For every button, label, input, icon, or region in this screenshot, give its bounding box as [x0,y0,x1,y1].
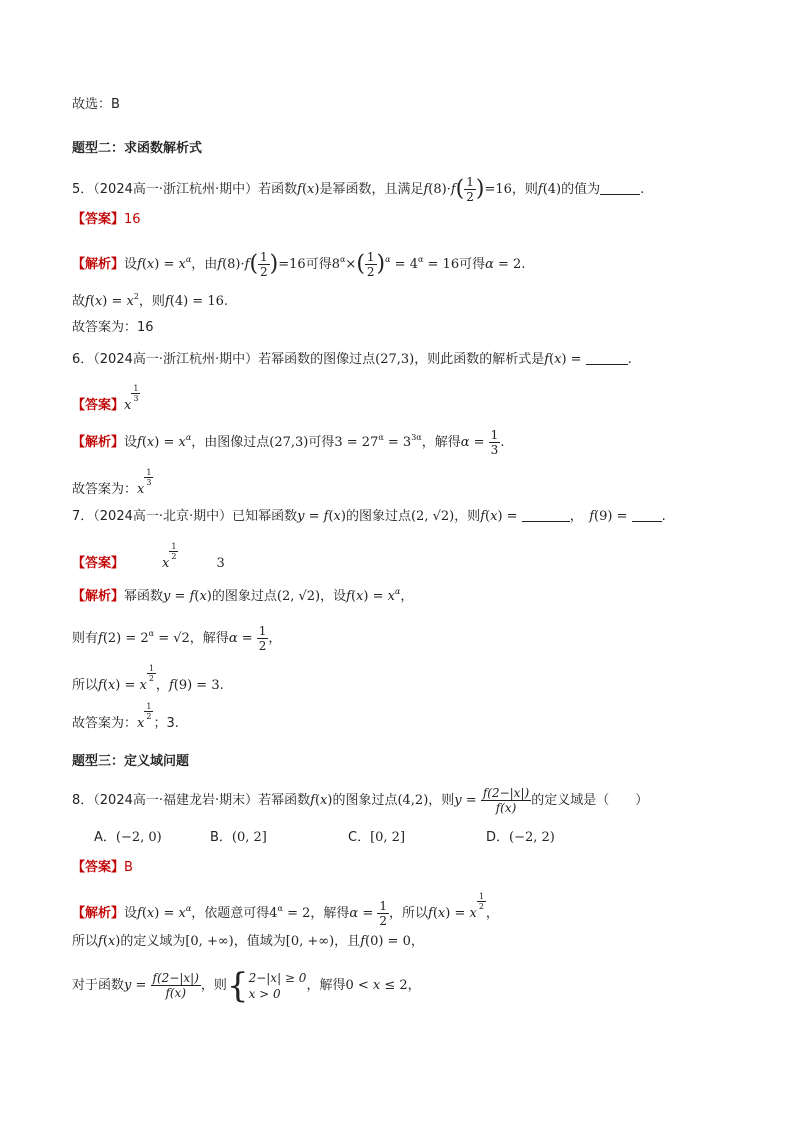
q8-answer-label: 【答案】 [72,860,125,875]
q6-analysis-text: ，解得 [421,435,461,450]
q6-analysis-text: 设 [124,435,138,450]
q8-analysis-text: 的定义域为 [120,934,186,949]
q5-mid1: 是幂函数，且满足 [319,182,424,197]
section-title-2: 题型二：求函数解析式 [72,141,203,156]
q5-analysis-text: 可得 [459,257,486,272]
q8-mid1: 的图象过点 [332,793,398,808]
q8-option-c[interactable] [348,828,405,848]
option-value: (0, 2] [231,830,267,845]
q7-final: 故答案为：x $\frac{1}{2}$ ；3. [72,702,179,731]
q6-mid: ，则此函数的解析式是 [414,352,545,367]
q5-prefix: 5．（2024高一·浙江杭州·期中）若函数 [72,182,298,197]
q8-analysis-text: ，所以 [389,906,429,921]
previous-answer-select: 故选：B [72,97,120,112]
q8-analysis-text: 对于函数 [72,978,125,993]
question-8: 8．（2024高一·福建龙岩·期末）若幂函数f(x)的图象过点(4,2)，则y = $\frac{f(2-|x|)}{f(x)}$ 的定义域是（ ） [72,786,649,815]
q7-answer-line: 【答案】 x $\frac{1}{2}$ 3 [72,542,225,571]
q8-analysis: 【解析】设$f(x) = x^\alpha$，依题意可得$4^\alpha = 2$，解得α = $\frac{1}{2}$ ，所以f(x) = x $\frac{1}{2}$ ， [72,892,499,928]
q6-answer-line: 【答案】x $\frac{1}{3}$ [72,384,139,413]
q5-conclusion-text: ，则 [138,294,165,309]
q5-answer-blank [600,180,640,195]
q7-analysis-2: 则有$f(2) = 2^\alpha = √2$，解得α = $\frac{1}{2}$ ， [72,624,282,653]
q6-final-label: 故答案为： [72,482,138,497]
q7-prefix: 7．（2024高一·北京·期中）已知幂函数 [72,509,298,524]
q8-analysis-label: 【解析】 [72,906,125,921]
q8-mid3: 的定义域是（ ） [531,793,649,808]
q5-answer-label: 【答案】 [72,212,125,227]
question-5: 5．（2024高一·浙江杭州·期中）若函数f(x)是幂函数，且满足f(8)·f( $\frac{1}{2}$ )=16，则f(4)的值为 . [72,175,645,204]
option-value: (−2, 0) [115,830,162,845]
option-label: C． [348,830,371,845]
q5-analysis-text: 可得 [305,257,332,272]
section-title-3: 题型三：定义域问题 [72,754,190,769]
option-value: (−2, 2) [509,830,555,845]
q8-mid2: ，则 [428,793,455,808]
q7-final-tail: ；3. [153,716,179,731]
q7-analysis-text: 则有 [72,631,99,646]
q8-analysis-2: 所以f(x)的定义域为[0, +∞)，值域为[0, +∞)，且f(0) = 0， [72,934,424,949]
q5-mid2: ，则 [511,182,538,197]
q5-conclusion: 故$f(x) = x^2$，则f(4) = 16. [72,292,229,309]
q6-analysis-text: ，由图像过点 [191,435,270,450]
q8-prefix: 8．（2024高一·福建龙岩·期末）若幂函数 [72,793,311,808]
q7-analysis-text: ，解得 [189,631,229,646]
q5-analysis-text: ，由 [191,257,218,272]
question-6: 6．（2024高一·浙江杭州·期中）若幂函数的图像过点(27,3)，则此函数的解析式是f(x) = . [72,352,632,367]
q7-mid1: 的图象过点 [345,509,411,524]
q5-final: 故答案为：16 [72,320,154,335]
option-value: [0, 2] [370,830,406,845]
q5-analysis: 【解析】设$f(x) = x^\alpha$，由f(8)·f( $\frac{1}{2}$ )=16可得$8^\alpha\times$( $\frac{1}{2}$ )$^\alpha = 4^\alpha = 16$可得α = 2. [72,250,526,279]
q8-analysis-text: ，值域为 [233,934,286,949]
q7-analysis-text: ，设 [320,589,347,604]
q6-final: 故答案为：x $\frac{1}{3}$ [72,468,152,497]
q7-analysis-text: 所以 [72,678,99,693]
q5-analysis-text: 设 [124,257,138,272]
q8-analysis-text: ，依题意可得 [191,906,270,921]
q7-final-label: 故答案为： [72,716,138,731]
q7-mid2: ，则 [454,509,481,524]
q5-mid3: 的值为 [561,182,601,197]
option-label: A． [94,830,116,845]
q8-option-a[interactable] [94,828,162,848]
q7-answer-2: 3 [216,556,225,571]
q6-analysis-text: 可得 [308,435,335,450]
q8-analysis-3: 对于函数y = $\frac{f(2-|x|)}{f(x)}$ ，则{ 2−|x| ≥ 0 x > 0 ，解得0 < x ≤ 2， [72,965,421,1006]
q8-answer: B [124,860,133,875]
q7-answer-label: 【答案】 [72,556,125,571]
q8-analysis-text: ，解得 [310,906,350,921]
q6-prefix: 6．（2024高一·浙江杭州·期中）若幂函数的图像过点 [72,352,376,367]
option-label: B． [210,830,232,845]
option-label: D． [486,830,510,845]
q8-option-d[interactable] [486,828,555,848]
q7-analysis-label: 【解析】 [72,589,125,604]
q8-analysis-text: ，解得 [306,978,346,993]
q7-analysis-text: 幂函数 [124,589,164,604]
q8-analysis-text: 所以 [72,934,99,949]
q5-answer: 16 [124,212,141,227]
q7-blank-1 [522,507,570,522]
q7-analysis-3: 所以f(x) = x $\frac{1}{2}$ ，f(9) = 3. [72,664,224,693]
q6-analysis-label: 【解析】 [72,435,125,450]
q7-analysis: 【解析】幂函数y = f(x)的图象过点(2, √2)，设$f(x) = x^\alpha$， [72,587,414,604]
q8-option-b[interactable] [210,828,267,848]
q7-analysis-text: 的图象过点 [211,589,277,604]
q8-answer-line [72,858,133,878]
q8-analysis-text: ，则 [200,978,227,993]
q5-conclusion-text: 故 [72,294,86,309]
q8-analysis-text: ，且 [334,934,361,949]
q6-answer-blank [586,350,628,365]
q6-analysis: 【解析】设$f(x) = x^\alpha$，由图像过点(27,3)可得$3 = 27^\alpha = 3^{3\alpha}$，解得α = $\frac{1}{3}$ . [72,428,505,457]
q8-analysis-text: 设 [124,906,138,921]
q5-analysis-label: 【解析】 [72,257,125,272]
question-7: 7．（2024高一·北京·期中）已知幂函数y = f(x)的图象过点(2, √2)，则f(x) = ， f(9) = . [72,509,666,524]
q6-answer-label: 【答案】 [72,398,125,413]
q7-blank-2 [632,507,662,522]
q5-answer-line [72,210,141,230]
